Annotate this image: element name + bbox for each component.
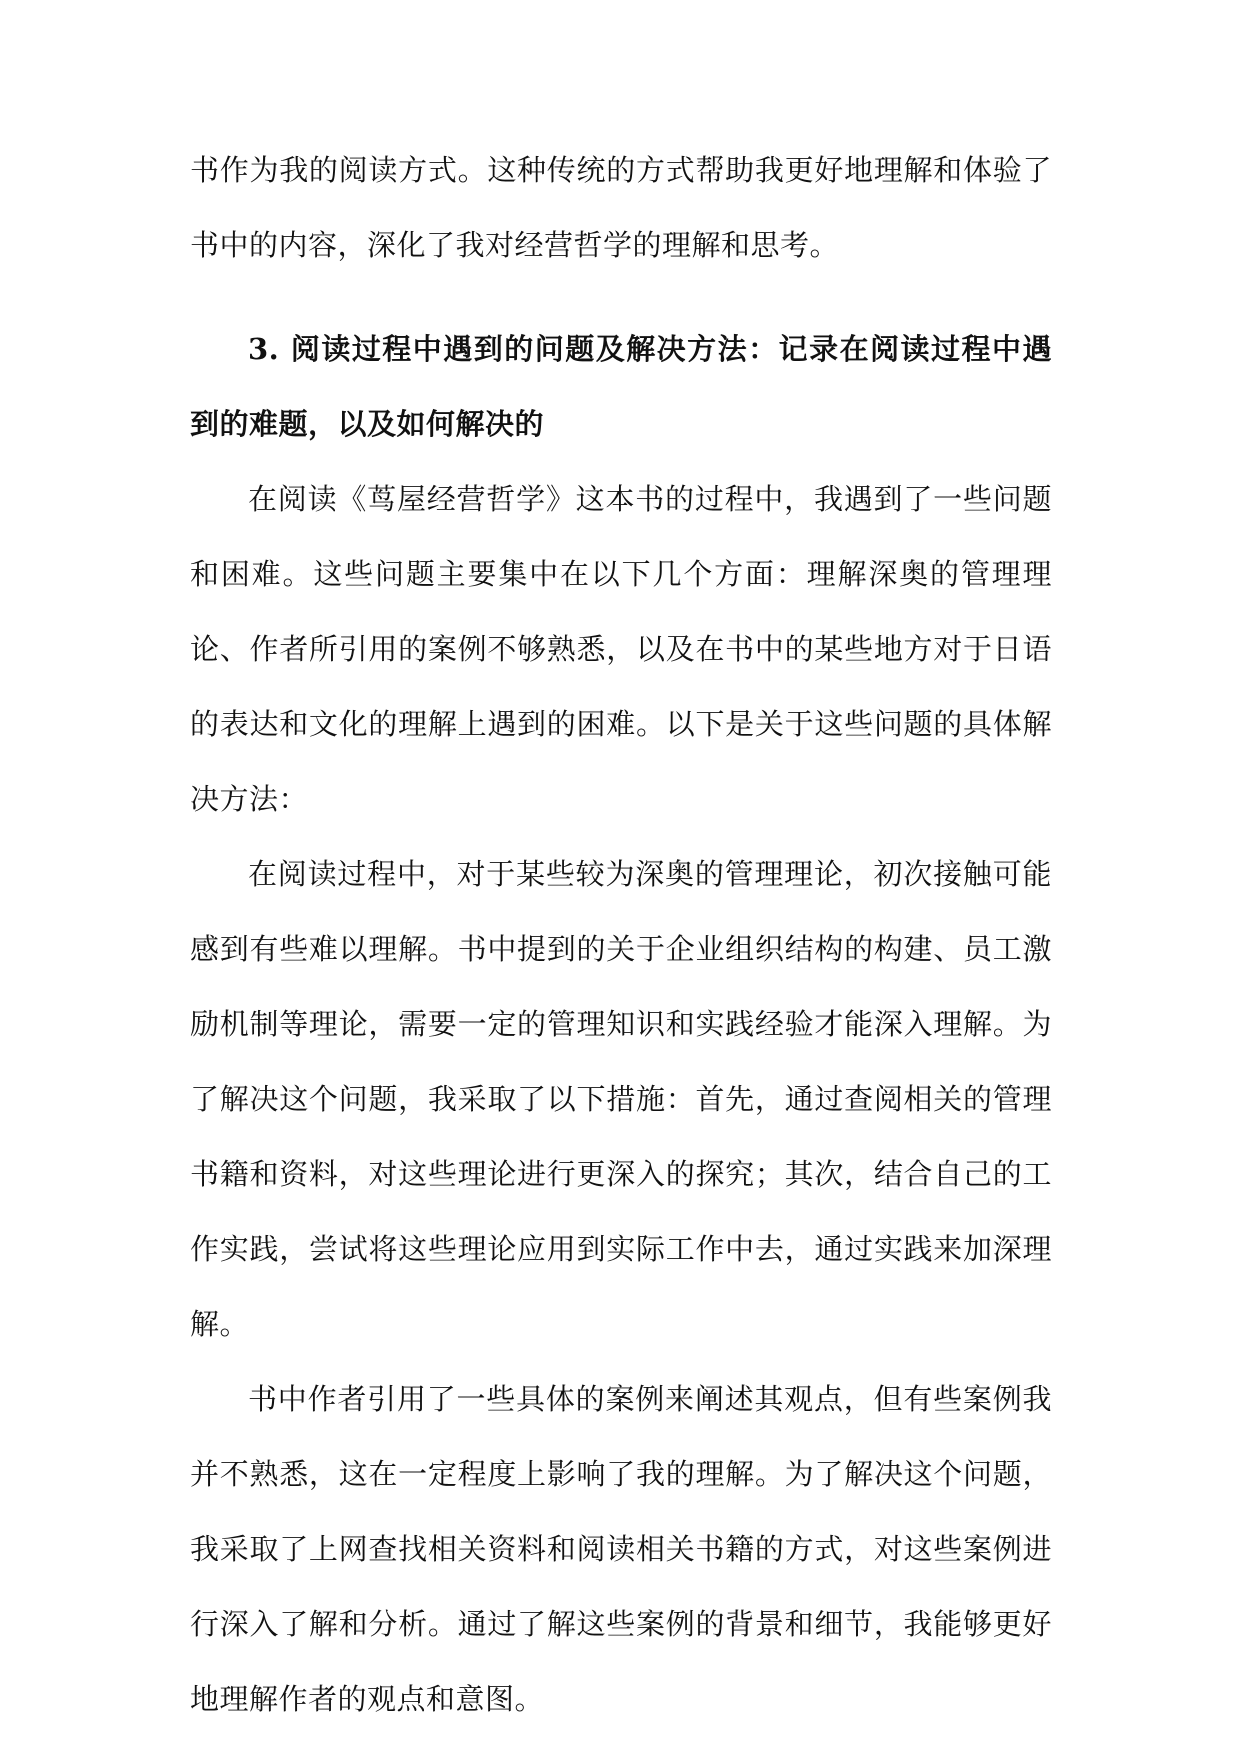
paragraph-theory-solution: 在阅读过程中，对于某些较为深奥的管理理论，初次接触可能感到有些难以理解。书中提到的关于企业组织结构的构建、员工激励机制等理论，需要一定的管理知识和实践经验才能深入理解。为了解决这个问题，我采取了以下措施：首先，通过查阅相关的管理书籍和资料，对这些理论进行更深入的探究；其次，结合自己的工作实践，尝试将这些理论应用到实际工作中去，通过实践来加深理解。 [190,857,1052,1341]
section-heading: 3. 阅读过程中遇到的问题及解决方法：记录在阅读过程中遇到的难题，以及如何解决的 [190,332,1052,441]
paragraph-case-solution: 书中作者引用了一些具体的案例来阐述其观点，但有些案例我并不熟悉，这在一定程度上影响了我的理解。为了解决这个问题，我采取了上网查找相关资料和阅读相关书籍的方式，对这些案例进行深入了解和分析。通过了解这些案例的背景和细节，我能够更好地理解作者的观点和意图。 [190,1382,1052,1716]
paragraph-problems-intro: 在阅读《茑屋经营哲学》这本书的过程中，我遇到了一些问题和困难。这些问题主要集中在以下几个方面：理解深奥的管理理论、作者所引用的案例不够熟悉，以及在书中的某些地方对于日语的表达和文化的理解上遇到的困难。以下是关于这些问题的具体解决方法： [190,482,1052,816]
paragraph-continuation: 书作为我的阅读方式。这种传统的方式帮助我更好地理解和体验了书中的内容，深化了我对经营哲学的理解和思考。 [190,153,1052,262]
document-page [190,133,1052,1737]
